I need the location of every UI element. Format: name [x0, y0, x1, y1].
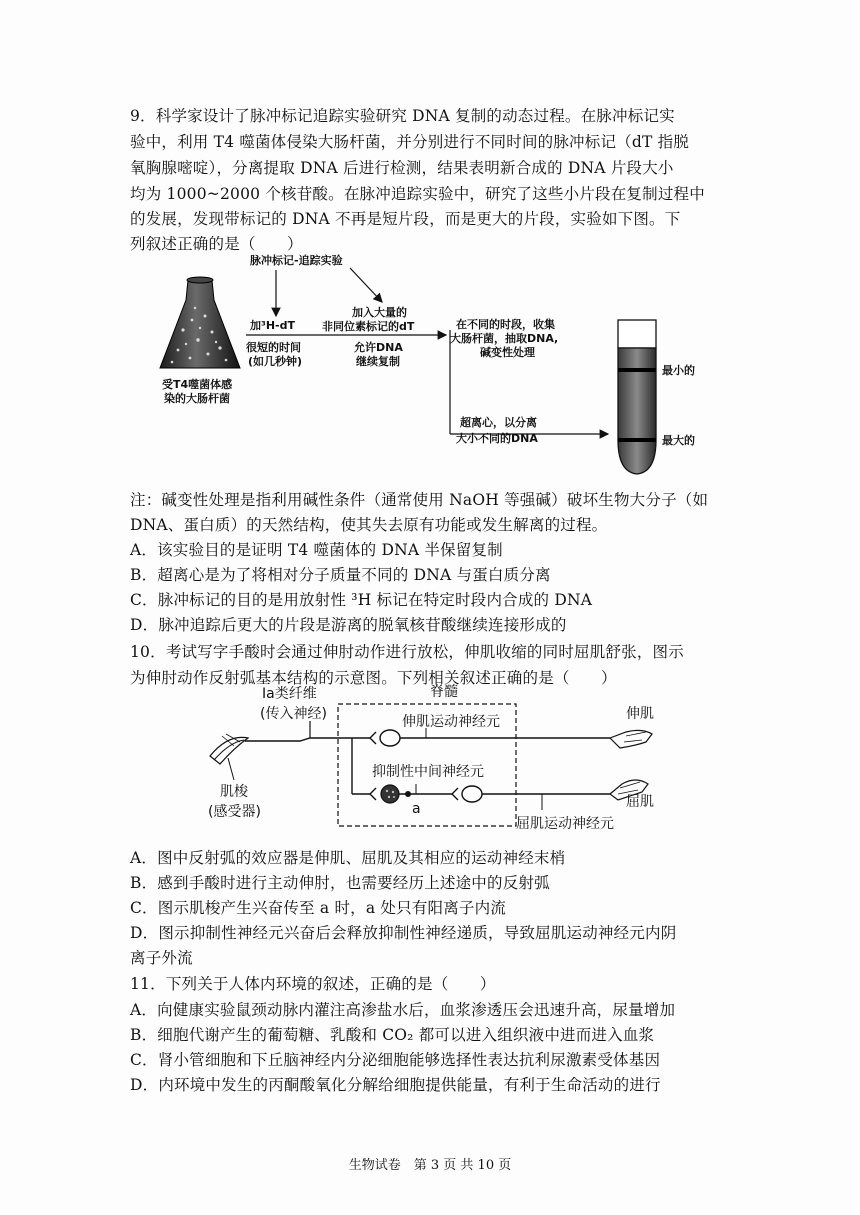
q9-stem-line-4: 均为 1000~2000 个核苷酸。在脉冲追踪实验中，研究了这些小片段在复制过程中: [130, 185, 705, 203]
q9-pulse-chase-diagram: [150, 250, 710, 480]
q9-stem-line-2: 验中，利用 T4 噬菌体侵染大肠杆菌，并分别进行不同时间的脉冲标记（dT 指脱: [130, 133, 690, 151]
extensor-neuron-body: [380, 730, 400, 746]
step2-top-1: 加入大量的: [352, 306, 407, 319]
q10-stem-line-1: 10．考试写字手酸时会通过伸肘动作进行放松，伸肌收缩的同时屈肌舒张，图示: [130, 643, 684, 661]
q11-option-c: C．肾小管细胞和下丘脑神经内分泌细胞能够选择性表达抗利尿激素受体基因: [130, 1051, 661, 1069]
step1-bottom-2: (如几秒钟): [248, 355, 303, 368]
q9-note-line-2: DNA、蛋白质）的天然结构，使其失去原有功能或发生解离的过程。: [130, 516, 608, 534]
q9-stem-line-1: 9．科学家设计了脉冲标记追踪实验研究 DNA 复制的动态过程。在脉冲标记实: [130, 107, 675, 125]
inhibitory-interneuron-label: 抑制性中间神经元: [372, 764, 484, 780]
flexor-label: 屈肌: [626, 794, 654, 810]
q9-option-b: B．超离心是为了将相对分子质量不同的 DNA 与蛋白质分离: [130, 566, 551, 584]
step3-line-1: 在不同的时段，收集: [456, 318, 555, 331]
extensor-muscle-icon: [610, 730, 652, 748]
flexor-motor-neuron-label: 屈肌运动神经元: [516, 816, 614, 832]
tube-label-smallest: 最小的: [662, 364, 695, 377]
step4-line-2: 大小不同的DNA: [456, 432, 538, 445]
q10-reflex-arc-diagram: [190, 676, 670, 841]
step2-bottom-2: 继续复制: [356, 355, 400, 368]
point-a-label: a: [412, 801, 421, 817]
step3-line-2: 大肠杆菌，抽取DNA,: [450, 332, 559, 345]
q10-option-a: A．图中反射弧的效应器是伸肌、屈肌及其相应的运动神经末梢: [130, 849, 566, 867]
q11-option-d: D．内环境中发生的丙酮酸氧化分解给细胞提供能量，有利于生命活动的进行: [130, 1076, 661, 1094]
q9-note-line-1: 注：碱变性处理是指利用碱性条件（通常使用 NaOH 等强碱）破坏生物大分子（如: [130, 491, 709, 509]
step3-line-3: 碱变性处理: [480, 346, 535, 359]
q9-option-c: C．脉冲标记的目的是用放射性 ³H 标记在特定时段内合成的 DNA: [130, 591, 593, 609]
spindle-label-2: (感受器): [208, 804, 261, 820]
flexor-neuron-body: [462, 786, 482, 802]
q11-option-b: B．细胞代谢产生的葡萄糖、乳酸和 CO₂ 都可以进入组织液中进而进入血浆: [130, 1026, 655, 1044]
spindle-label-1: 肌梭: [220, 784, 248, 800]
fiber-label-2: (传入神经): [260, 706, 327, 722]
flask-icon: [160, 277, 240, 368]
diagram-title: 脉冲标记-追踪实验: [250, 254, 343, 267]
q9-stem-line-5: 的发展，发现带标记的 DNA 不再是短片段，而是更大的片段，实验如下图。下: [130, 210, 681, 228]
q11-stem: 11．下列关于人体内环境的叙述，正确的是（ ）: [130, 975, 496, 993]
q10-option-d-line-1: D．图示抑制性神经元兴奋后会释放抑制性神经递质，导致屈肌运动神经元内阴: [130, 924, 677, 942]
inhibitory-neuron-body: [381, 785, 399, 803]
step2-bottom-1: 允许DNA: [354, 341, 403, 354]
flask-caption-1: 受T4噬菌体感: [162, 378, 233, 391]
extensor-label: 伸肌: [626, 706, 654, 722]
spinal-cord-label: 脊髓: [430, 684, 458, 700]
step1-bottom-1: 很短的时间: [246, 341, 301, 354]
step1-top: 加³H-dT: [250, 319, 295, 332]
q9-stem-line-3: 氧胸腺嘧啶），分离提取 DNA 后进行检测，结果表明新合成的 DNA 片段大小: [130, 159, 674, 177]
extensor-motor-neuron-label: 伸肌运动神经元: [402, 714, 500, 730]
q10-option-d-line-2: 离子外流: [130, 949, 193, 967]
step2-top-2: 非同位素标记的dT: [322, 320, 415, 333]
fiber-label-1: Ⅰa类纤维: [262, 686, 317, 702]
q10-stem-line-2: 为伸肘动作反射弧基本结构的示意图。下列相关叙述正确的是（ ）: [130, 669, 617, 687]
q10-option-c: C．图示肌梭产生兴奋传至 a 时，a 处只有阳离子内流: [130, 899, 507, 917]
q11-option-a: A．向健康实验鼠颈动脉内灌注高渗盐水后，血浆渗透压会迅速升高，尿量增加: [130, 1001, 676, 1019]
flask-caption-2: 染的大肠杆菌: [164, 392, 230, 405]
muscle-spindle-icon: [210, 734, 248, 764]
step4-line-1: 超离心，以分离: [460, 416, 537, 429]
page-footer: 生物试卷 第 3 页 共 10 页: [348, 1158, 512, 1173]
centrifuge-tube-icon: [618, 320, 656, 474]
q10-option-b: B．感到手酸时进行主动伸肘，也需要经历上述途中的反射弧: [130, 874, 550, 892]
q9-option-d: D．脉冲追踪后更大的片段是游离的脱氧核苷酸继续连接形成的: [130, 616, 567, 634]
tube-label-largest: 最大的: [662, 434, 695, 447]
q9-stem-line-6: 列叙述正确的是（ ）: [130, 235, 303, 253]
q9-option-a: A．该实验目的是证明 T4 噬菌体的 DNA 半保留复制: [130, 541, 503, 559]
